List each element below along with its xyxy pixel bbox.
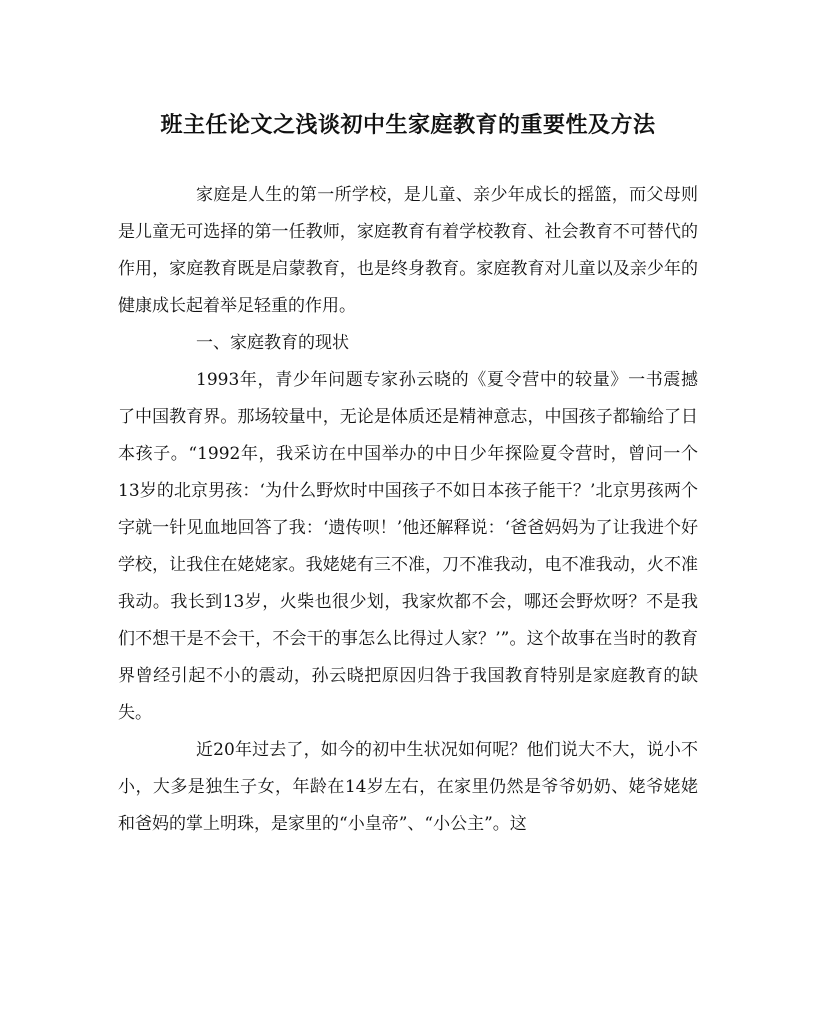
- section-heading: 一、家庭教育的现状: [196, 333, 349, 353]
- intro-paragraph: 家庭是人生的第一所学校，是儿童、亲少年成长的摇篮，而父母则是儿童无可选择的第一任教师，家庭教育有着学校教育、社会教育不可替代的作用，家庭教育既是启蒙教育，也是终身教育。家庭教育对儿童以及亲少年的健康成长起着举足轻重的作用。: [118, 185, 698, 316]
- story-paragraph: 1993年，青少年问题专家孙云晓的《夏令营中的较量》一书震撼了中国教育界。那场较量中，无论是体质还是精神意志，中国孩子都输给了日本孩子。“1992年，我采访在中国举办的中日少年探险夏令营时，曾问一个13岁的北京男孩：‘为什么野炊时中国孩子不如日本孩子能干？’北京男孩两个字就一针见血地回答了我：‘遗传呗！’他还解释说：‘爸爸妈妈为了让我进个好学校，让我住在姥姥家。我姥姥有三不准，刀不准我动，电不准我动，火不准我动。我长到13岁，火柴也很少划，我家炊都不会，哪还会野炊呀？不是我们不想干是不会干，不会干的事怎么比得过人家？’”。这个故事在当时的教育界曾经引起不小的震动，孙云晓把原因归咎于我国教育特别是家庭教育的缺失。: [118, 370, 698, 723]
- document-body: [118, 177, 698, 843]
- current-situation-paragraph: 近20年过去了，如今的初中生状况如何呢？他们说大不大，说小不小，大多是独生子女，年龄在14岁左右，在家里仍然是爷爷奶奶、姥爷姥姥和爸妈的掌上明珠，是家里的“小皇帝”、“小公主”。这: [118, 740, 698, 834]
- document-title: 班主任论文之浅谈初中生家庭教育的重要性及方法: [160, 112, 656, 138]
